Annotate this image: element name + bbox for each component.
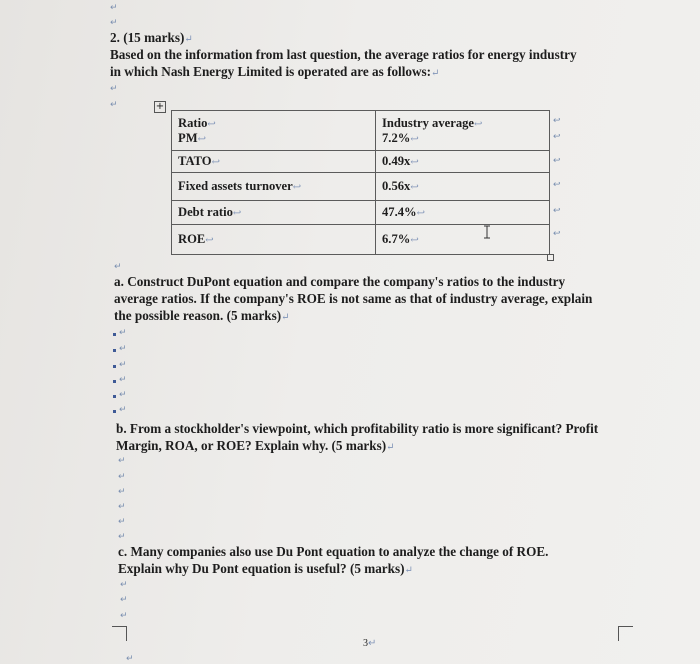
- end-of-row-mark: ↩: [553, 116, 561, 126]
- paragraph-mark: ↵: [119, 360, 127, 370]
- question-intro-line-1: Based on the information from last question, the average ratios for energy industry: [110, 47, 577, 62]
- list-bullet: [113, 380, 116, 383]
- column-header-industry-average: Industry average↩: [382, 115, 483, 130]
- list-bullet: [113, 395, 116, 398]
- list-bullet: [113, 349, 116, 352]
- page-number: 3↵: [363, 638, 377, 649]
- row-label-tato[interactable]: TATO↩: [172, 151, 376, 173]
- paragraph-mark: ↵: [118, 532, 126, 542]
- paragraph-mark: ↵: [110, 100, 118, 110]
- end-of-row-mark: ↩: [553, 180, 561, 190]
- industry-ratios-table: [171, 110, 550, 255]
- table-resize-handle[interactable]: [547, 254, 554, 261]
- part-b-line-1: b. From a stockholder's viewpoint, which profitability ratio is more significant? Profit: [116, 421, 599, 436]
- row-label-debt-ratio[interactable]: Debt ratio↩: [172, 201, 376, 225]
- crop-mark-left: [112, 626, 127, 641]
- paragraph-mark: ↵: [119, 344, 127, 354]
- paragraph-mark: ↵: [120, 611, 128, 621]
- table-move-handle[interactable]: +: [155, 101, 165, 112]
- crop-mark-right: [618, 626, 633, 641]
- row-label-fixed-assets-turnover[interactable]: Fixed assets turnover↩: [172, 173, 376, 201]
- paragraph-mark: ↵: [110, 3, 118, 13]
- part-a-line-3: the possible reason. (5 marks)↵: [114, 308, 290, 323]
- table-cell[interactable]: [172, 111, 376, 151]
- table-row: [172, 173, 550, 201]
- part-a-line-2: average ratios. If the company's ROE is not same as that of industry average, explain: [114, 291, 593, 306]
- paragraph-mark: ↵: [118, 502, 126, 512]
- paragraph-mark: ↵: [120, 595, 128, 605]
- paragraph-mark: ↵: [110, 18, 118, 28]
- table-row: [172, 111, 550, 151]
- row-value-fixed-assets-turnover[interactable]: 0.56x↩: [376, 173, 550, 201]
- paragraph-mark: ↵: [118, 456, 126, 466]
- table-cell[interactable]: [376, 111, 550, 151]
- end-of-row-mark: ↩: [553, 132, 561, 142]
- list-bullet: [113, 410, 116, 413]
- paragraph-mark: ↵: [118, 472, 126, 482]
- end-of-row-mark: ↩: [553, 229, 561, 239]
- list-bullet: [113, 365, 116, 368]
- paragraph-mark: ↵: [119, 405, 127, 415]
- column-header-ratio: Ratio↩: [178, 115, 216, 130]
- table-row: [172, 151, 550, 173]
- end-of-row-mark: ↩: [553, 206, 561, 216]
- table-row: [172, 225, 550, 255]
- paragraph-mark: ↵: [118, 487, 126, 497]
- paragraph-mark: ↵: [119, 375, 127, 385]
- end-of-row-mark: ↩: [553, 156, 561, 166]
- table-row: [172, 201, 550, 225]
- part-c-line-2: Explain why Du Pont equation is useful? (5 marks)↵: [118, 561, 413, 576]
- row-label-roe[interactable]: ROE↩: [172, 225, 376, 255]
- paragraph-mark: ↵: [110, 84, 118, 94]
- row-label-pm: PM↩: [178, 130, 206, 145]
- paragraph-mark: ↵: [118, 517, 126, 527]
- row-value-tato[interactable]: 0.49x↩: [376, 151, 550, 173]
- part-a-line-1: a. Construct DuPont equation and compare the company's ratios to the industry: [114, 274, 566, 289]
- paragraph-mark: ↵: [120, 580, 128, 590]
- question-title: 2. (15 marks)↵: [110, 30, 193, 45]
- row-value-pm: 7.2%↩: [382, 130, 419, 145]
- part-c-line-1: c. Many companies also use Du Pont equation to analyze the change of ROE.: [118, 544, 549, 559]
- paragraph-mark: ↵: [119, 390, 127, 400]
- list-bullet: [113, 333, 116, 336]
- row-value-debt-ratio[interactable]: 47.4%↩: [376, 201, 550, 225]
- paragraph-mark: ↵: [119, 328, 127, 338]
- paragraph-mark: ↵: [126, 654, 134, 664]
- part-b-line-2: Margin, ROA, or ROE? Explain why. (5 marks)↵: [116, 438, 395, 453]
- paragraph-mark: ↵: [114, 262, 122, 272]
- question-intro-line-2: in which Nash Energy Limited is operated are as follows:↵: [110, 64, 440, 79]
- row-value-roe[interactable]: 6.7%↩: [376, 225, 550, 255]
- text-cursor-icon: [482, 225, 492, 239]
